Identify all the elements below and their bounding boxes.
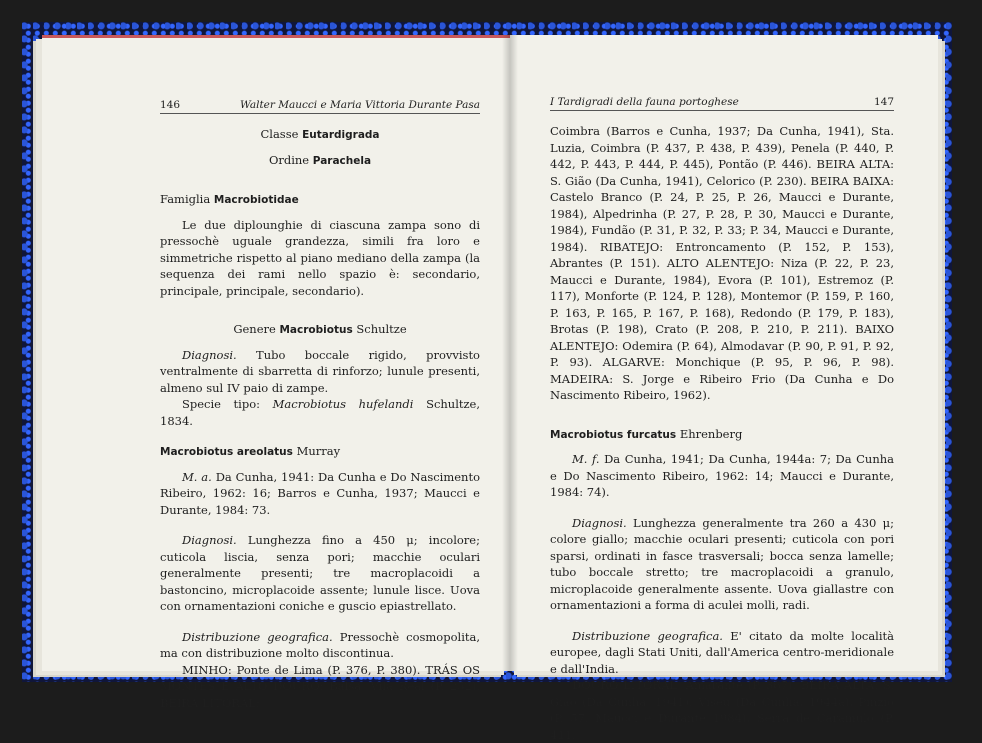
- specie-tipo-author: Schultze, 1834.: [160, 397, 481, 428]
- species-name: Macrobiotus furcatus: [550, 428, 677, 441]
- species-heading: [160, 443, 480, 461]
- specie-tipo: [160, 396, 480, 429]
- famiglia-name: Macrobiotidae: [213, 194, 299, 206]
- species-diagnosi: [550, 515, 894, 614]
- genere-name: Macrobiotus: [279, 324, 353, 336]
- species-heading: [550, 426, 894, 444]
- distribution-text: Pressochè cosmopolita, ma con distribuzione molto discontinua.: [160, 629, 481, 660]
- species-distribution: [160, 629, 480, 662]
- right-page: [510, 35, 938, 742]
- distribution-text: E' citato da molte località europee, dagli Stati Uniti, dall'America centro-meridionale e dall'India.: [550, 628, 895, 676]
- species-diagnosi: [160, 532, 480, 615]
- specie-tipo-label: Specie tipo:: [182, 397, 261, 411]
- species-localities: DOURO LITORAL: Amarante (P. 367). BEIRA ALTA: S. Gião (Da Cunha, 1941), Viseu (Da Cunha, 1944a), Pinzio (P. 57, Maucci e Durante 1984), Serra de Caramulo (P. 411,: [550, 678, 894, 742]
- running-title: I Tardigradi della fauna portoghese: [550, 96, 739, 108]
- left-running-head: [160, 98, 480, 114]
- diagnosi-label: Diagnosi.: [572, 515, 627, 530]
- classe-label: Classe: [260, 127, 299, 141]
- ordine-heading: [160, 152, 480, 170]
- page-number: 146: [160, 99, 181, 111]
- running-title: Walter Maucci e Maria Vittoria Durante Pasa: [239, 99, 480, 111]
- famiglia-heading: [160, 191, 480, 209]
- species-references: [160, 469, 480, 519]
- ordine-label: Ordine: [268, 152, 310, 167]
- diagnosi-label: Diagnosi.: [182, 347, 237, 362]
- genere-heading: [160, 321, 480, 339]
- references-text: Da Cunha, 1941; Da Cunha, 1944a: 7; Da Cunha e Do Nascimento Ribeiro, 1962: 14; Maucci e Durante, 1984: 74).: [550, 452, 895, 499]
- diagnosi-text: Lunghezza fino a 450 μ; incolore; cuticola liscia, senza pori; macchie oculari generalmente presenti; tre macroplacoidi a bastoncino, microplacoide assente; lunule lisce. Uova con ornamentazioni coniche e guscio epiastrellato.: [160, 533, 480, 613]
- famiglia-description: Le due diplounghie di ciascuna zampa sono di pressochè uguale grandezza, simili fra loro e simmetriche rispetto al piano mediano della zampa (la sequenza dei rami nello spazio è: secondario, principale, principale, secondario).: [160, 217, 480, 298]
- ordine-name: Parachela: [312, 154, 372, 167]
- species-distribution: [550, 628, 894, 678]
- species-abbr: M. f.: [572, 452, 600, 466]
- genere-author: Schultze: [356, 322, 407, 336]
- specie-tipo-name: Macrobiotus hufelandi: [272, 397, 414, 411]
- diagnosi-text: Lunghezza generalmente tra 260 a 430 μ; colore giallo; macchie oculari presenti; cuticola con pori sparsi, ordinati in fasce trasversali; bocca senza lamelle; tubo boccale stretto; tre macroplacoidi a granulo, microplacoide generalmente assente. Uova giallastre con ornamentazioni a forma di aculei molli, radi.: [550, 515, 894, 612]
- distribution-label: Distribuzione geografica.: [572, 628, 723, 643]
- genere-label: Genere: [233, 322, 276, 336]
- species-author: Ehrenberg: [679, 426, 743, 441]
- diagnosi-label: Diagnosi.: [182, 533, 237, 547]
- diagnosi-text: Tubo boccale rigido, provvisto ventralmente di sbarretta di rinforzo; lunule presenti, almeno sul IV paio di zampe.: [160, 347, 480, 395]
- species-localities: MINHO: Ponte de Lima (P. 376, P. 380). TRÁS OS MONTES E ALTO DOURO: Balsa, Vila Real (P. 252). BEIRA LITORAL:: [160, 662, 480, 710]
- references-text: Da Cunha, 1941: Da Cunha e Do Nascimento Ribeiro, 1962: 16; Barros e Cunha, 1937; Maucci e Durante, 1984: 73.: [160, 469, 480, 517]
- species-author: Murray: [296, 444, 341, 458]
- right-running-head: [550, 95, 894, 111]
- open-book: [42, 35, 942, 742]
- book-gutter: [502, 35, 518, 671]
- continued-localities: Coimbra (Barros e Cunha, 1937; Da Cunha, 1941), Sta. Luzia, Coimbra (P. 437, P. 438, P. 439), Penela (P. 440, P. 442, P. 443, P. 444, P. 445), Pontão (P. 446). BEIRA ALTA: S. Gião (Da Cunha, 1941), Celorico (P. 230). BEIRA BAIXA: Castelo Branco (P. 24, P. 25, P. 26, Maucci e Durante, 1984), Alpedrinha (P. 27, P. 28, P. 30, Maucci e Durante, 1984), Fundão (P. 31, P. 32, P. 33; P. 34, Maucci e Durante, 1984). RIBATEJO: Entroncamento (P. 152, P. 153), Abrantes (P. 151). ALTO ALENTEJO: Niza (P. 22, P. 23, Maucci e Durante, 1984), Evora (P. 101), Estremoz (P. 117), Monforte (P. 124, P. 128), Montemor (P. 159, P. 160, P. 163, P. 165, P. 167, P. 168), Redondo (P. 179, P. 183), Brotas (P. 198), Crato (P. 208, P. 210, P. 211). BAIXO ALENTEJO: Odemira (P. 64), Almodavar (P. 90, P. 91, P. 92, P. 93). ALGARVE: Monchique (P. 95, P. 96, P. 98). MADEIRA: S. Jorge e Ribeiro Frio (Da Cunha e Do Nascimento Ribeiro, 1962).: [550, 124, 894, 402]
- left-page: [42, 35, 510, 710]
- genere-diagnosi: [160, 347, 480, 397]
- page-number: 147: [873, 96, 894, 108]
- species-name: Macrobiotus areolatus: [160, 446, 293, 458]
- distribution-label: Distribuzione geografica.: [182, 629, 333, 644]
- classe-heading: [160, 126, 480, 144]
- species-references: [550, 451, 894, 501]
- species-abbr: M. a.: [182, 469, 212, 484]
- classe-name: Eutardigrada: [302, 129, 380, 141]
- famiglia-label: Famiglia: [160, 192, 211, 206]
